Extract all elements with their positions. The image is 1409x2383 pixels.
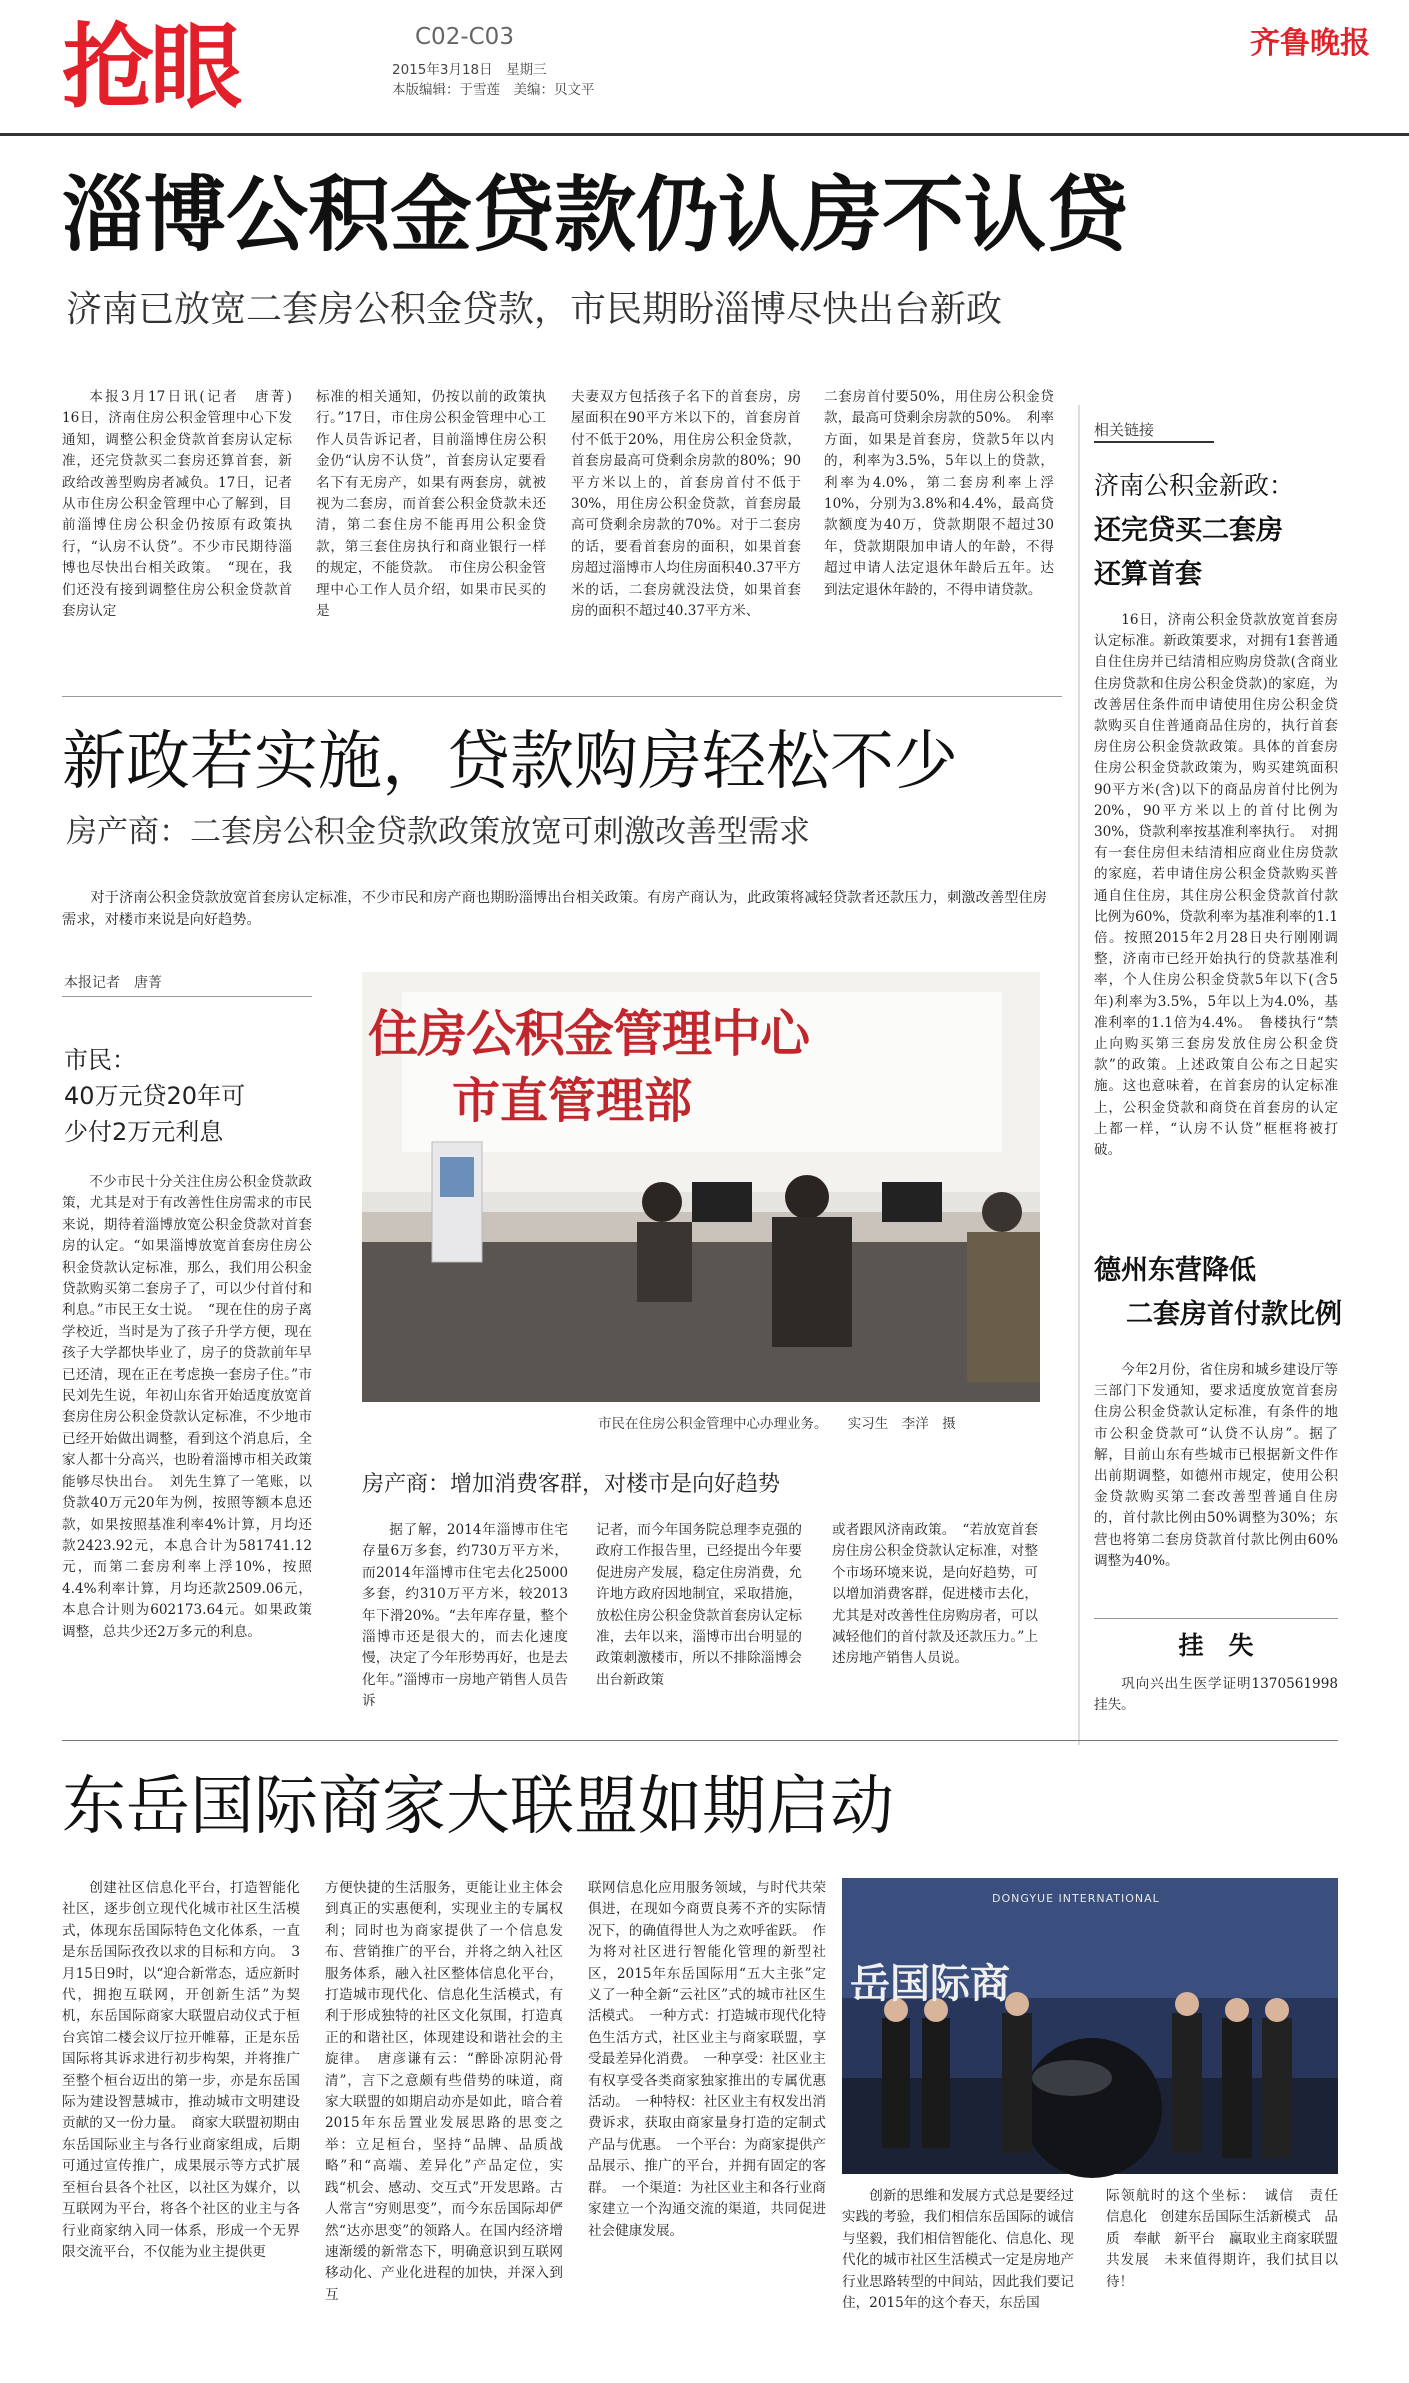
story3-col-1: 创建社区信息化平台，打造智能化社区，逐步创立现代化城市社区生活模式，体现东岳国际特色文化体系，一直是东岳国际孜孜以求的目标和方向。 3月15日9时，以“迎合新常态，适应新时代，拥抱互联网，开创新生活”为契机，东岳国际商家大联盟启动仪式于桓台宾馆二楼会议厅拉开帷幕，正是东岳国际将其诉求进行初步构架，并将推广至整个桓台迈出的第一步，亦是东岳国际为建设智慧城市，推动城市文明建设贡献的又一份力量。 商家大联盟初期由东岳国际业主与各行业商家组成，后期可通过宣传推广，成果展示等方式扩展至桓台县各个社区，以社区为媒介，以互联网为平台，将各个社区的业主与各行业商家纳入同一体系，形成一个无界限交流平台，不仅能为业主提供更: [62, 1880, 300, 2260]
story1-col-4: 二套房首付要50%，用住房公积金贷款，最高可贷剩余房款的50%。 利率方面，如果是首套房，贷款5年以内的，利率为3.5%，5年以上的贷款，利率为4.0%，第二套房利率上浮10%，分别为3.8%和4.4%，最高贷款额度为40万，贷款期限不超过30年，贷款期限加申请人的年龄，不得超过申请人法定退休年龄后五年。达到法定退休年龄的，不得申请贷款。: [824, 389, 1054, 598]
photo-sign-line1: 住房公积金管理中心: [368, 1005, 809, 1063]
notice-body: 巩向兴出生医学证明1370561998挂失。: [1094, 1676, 1338, 1714]
section2-label: 房产商：增加消费客群，对楼市是向好趋势: [362, 1472, 781, 1497]
sidebar-heading-2-line2: 二套房首付款比例: [1126, 1299, 1342, 1330]
story2-intro: 对于济南公积金贷款放宽首套房认定标准，不少市民和房产商也期盼淄博出台相关政策。有房产商认为，此政策将减轻贷款者还款压力，刺激改善型住房需求，对楼市来说是向好趋势。: [62, 890, 1047, 928]
reporter-rule: [62, 996, 312, 997]
story3-col-3: 联网信息化应用服务领域，与时代共荣俱进，在现如今商贾良莠不齐的实际情况下，的确值得世人为之欢呼雀跃。 作为将对社区进行智能化管理的新型社区，2015年东岳国际用“五大主张”定义了一种全新“云社区”式的城市社区生活模式。 一种方式：打造城市现代化特色生活方式，社区业主与商家联盟，享受最差异化消费。 一种享受：社区业主有权享受各类商家独家推出的专属优惠活动。 一种特权：社区业主有权发出消费诉求，获取由商家量身打造的定制式产品与优惠。 一个平台：为商家提供产品展示、推广的平台，并拥有固定的客群。 一个渠道：为社区业主和各行业商家建立一个沟通交流的渠道，共同促进社会健康发展。: [588, 1880, 826, 2239]
story3-headline: 东岳国际商家大联盟如期启动: [62, 1770, 894, 1844]
sidebar-heading-2-line1: 德州东营降低: [1094, 1255, 1256, 1286]
story1-col-1: 本报3月17日讯(记者 唐菁) 16日，济南住房公积金管理中心下发通知，调整公积金贷款首套房认定标准，还完贷款买二套房还算首套，新政给改善型购房者减负。17日，记者从市住房公积金管理中心了解到，目前淄博住房公积金仍按原有政策执行，“认房不认贷”。不少市民期待淄博也尽快出台相关政策。 “现在，我们还没有接到调整住房公积金贷款首套房认定: [62, 389, 306, 620]
sidebar-body-2: 今年2月份，省住房和城乡建设厅等三部门下发通知，要求适度放宽首套房住房公积金贷款认定标准，有条件的地市公积金贷款可“认贷不认房”。据了解，目前山东有些城市已根据新文件作出前期调整，如德州市规定，使用公积金贷款购买第二套改善型普通自住房的，首付款比例由50%调整为30%；东营也将第二套房贷款首付款比例由60%调整为40%。: [1094, 1362, 1338, 1569]
section1-line3: 少付2万元利息: [64, 1118, 224, 1146]
event-photo-illustration: [842, 1878, 1338, 2174]
section-logo: 抢眼: [62, 14, 239, 121]
story2-body-col-2: 记者，而今年国务院总理李克强的政府工作报告里，已经提出今年要促进房产发展，稳定住房消费，允许地方政府因地制宜，采取措施，放松住房公积金贷款首套房认定标准，去年以来，淄博市出台明显的政策刺激楼市，所以不排除淄博会出台新政策: [596, 1522, 802, 1688]
masthead-rule: [0, 133, 1409, 136]
story2-body-col-3: 或者跟风济南政策。 “若放宽首套房住房公积金贷款认定标准，对整个市场环境来说，是向好趋势，可以增加消费客群，促进楼市去化，尤其是对改善性住房购房者，可以减轻他们的首付款及还款压力。”上述房地产销售人员说。: [832, 1522, 1038, 1667]
event-logo-text: DONGYUE INTERNATIONAL: [992, 1892, 1160, 1905]
editor-line: 本版编辑：于雪莲 美编：贝文平: [392, 82, 595, 98]
story1-col-2: 标准的相关通知，仍按以前的政策执行。”17日，市住房公积金管理中心工作人员告诉记者，目前淄博住房公积金仍“认房不认贷”，首套房认定要看名下有无房产，如果有两套房，就被视为二套房，而首套公积金贷款未还清，第二套住房不能再用公积金贷款，第三套住房执行和商业银行一样的规定，不能贷款。 市住房公积金管理中心工作人员介绍，如果市民买的是: [316, 389, 546, 620]
section1-label: 市民：: [64, 1046, 136, 1074]
story1-subhead: 济南已放宽二套房公积金贷款，市民期盼淄博尽快出台新政: [66, 289, 1003, 330]
story2-reporter: 本报记者 唐菁: [64, 975, 162, 991]
event-banner-text: 岳国际商: [850, 1961, 1010, 2007]
story2-subhead: 房产商：二套房公积金贷款政策放宽可刺激改善型需求: [66, 814, 810, 850]
story1-divider: [62, 696, 1062, 697]
sidebar-heading-1-line3: 还算首套: [1094, 559, 1202, 590]
notice-title: 挂 失: [1178, 1631, 1254, 1660]
story1-col-3: 夫妻双方包括孩子名下的首套房，房屋面积在90平方米以下的，首套房首付不低于20%，用住房公积金贷款，首套房最高可贷剩余房款的80%；90平方米以上的，首套房首付不低于30%，用住房公积金贷款，首套房最高可贷剩余房款的70%。对于二套房的话，要看首套房的面积，如果首套房超过淄博市人均住房面积40.37平方米的话，二套房就没法贷，如果首套房的面积不超过40.37平方米、: [571, 389, 801, 620]
photo-caption: 市民在住房公积金管理中心办理业务。 实习生 李洋 摄: [598, 1416, 956, 1432]
story2-divider: [62, 1740, 1338, 1741]
paper-name: 齐鲁晚报: [1250, 26, 1370, 61]
section1-line2: 40万元贷20年可: [64, 1082, 246, 1110]
story1-headline: 淄博公积金贷款仍认房不认贷: [62, 168, 1129, 263]
notice-top-rule: [1094, 1618, 1338, 1619]
story2-left-col: 不少市民十分关注住房公积金贷款政策，尤其是对于有改善性住房需求的市民来说，期待着淄博放宽公积金贷款对首套房的认定。“如果淄博放宽首套房住房公积金贷款认定标准，那么，我们用公积金贷款购买第二套房子了，可以少付首付和利息。”市民王女士说。 “现在住的房子离学校近，当时是为了孩子升学方便，现在孩子大学都快毕业了，房子的贷款前年早已还清，现在正在考虑换一套房子住。”市民刘先生说，年初山东省开始适度放宽首套房住房公积金贷款认定标准，不少地市已经开始做出调整，看到这个消息后，全家人都十分高兴，也盼着淄博市相关政策能够尽快出台。 刘先生算了一笔账，以贷款40万元20年为例，按照等额本息还款，如果按照基准利率4%计算，月均还款2423.92元，本息合计为581741.12元，而第二套房利率上浮10%，按照4.4%利率计算，月均还款2509.06元，本息合计则为602173.64元。如果政策调整，总共少还2万多元的利息。: [62, 1174, 312, 1640]
page-code: C02-C03: [415, 24, 514, 50]
photo-sign-line2: 市直管理部: [452, 1073, 693, 1129]
sidebar-tag: 相关链接: [1094, 417, 1214, 443]
sidebar-heading-1-line1: 济南公积金新政：: [1094, 471, 1295, 500]
sidebar-divider: [1078, 405, 1080, 1745]
story2-body-col-1: 据了解，2014年淄博市住宅存量6万多套，约730万平方米，而2014年淄博市住宅去化25000多套，约310万平方米，较2013年下滑20%。“去年库存量，整个淄博市还是很大的，而去化速度慢，决定了今年形势再好，也是去化年。”淄博市一房地产销售人员告诉: [362, 1522, 568, 1710]
event-photo: [842, 1878, 1338, 2174]
office-photo: [362, 972, 1040, 1402]
story2-headline: 新政若实施，贷款购房轻松不少: [62, 725, 958, 799]
story3-col-5: 际领航时的这个坐标： 诚信 责任 信息化 创建东岳国际生活新模式 品质 奉献 新平台 赢取业主商家联盟共发展 未来值得期许，我们拭目以待！: [1106, 2188, 1352, 2290]
date-line: 2015年3月18日 星期三: [392, 62, 547, 78]
sidebar-body-1: 16日，济南公积金贷款放宽首套房认定标准。新政策要求，对拥有1套普通自住住房并已结清相应购房贷款(含商业住房贷款和住房公积金贷款)的家庭，为改善居住条件而申请使用住房公积金贷款购买自住普通商品住房的，执行首套房住房公积金贷款政策。具体的首套房住房公积金贷款政策为，购买建筑面积90平方米(含)以下的商品房首付比例为20%，90平方米以上的首付比例为30%，贷款利率按基准利率执行。 对拥有一套住房但未结清相应商业住房贷款的家庭，若申请住房公积金贷款购买普通自住住房，其住房公积金贷款首付款比例为60%，贷款利率为基准利率的1.1倍。按照2015年2月28日央行刚刚调整，济南市已经开始执行的贷款基准利率，个人住房公积金贷款5年以下(含5年)利率为3.5%，5年以上为4.0%，基准利率的1.1倍为4.4%。 鲁楼执行“禁止向购买第三套房发放住房公积金贷款”的政策。上述政策自公布之日起实施。这也意味着，在首套房的认定标准上，公积金贷款和商贷在首套房的认定上都一样，“认房不认贷”框框将被打破。: [1094, 612, 1338, 1159]
story3-col-4: 创新的思维和发展方式总是要经过实践的考验，我们相信东岳国际的诚信与坚毅，我们相信智能化、信息化、现代化的城市社区生活模式一定是房地产行业思路转型的中间站，因此我们要记住，2015年的这个春天，东岳国: [842, 2188, 1074, 2312]
story3-col-2: 方便快捷的生活服务，更能让业主体会到真正的实惠便利，实现业主的专属权利；同时也为商家提供了一个信息发布、营销推广的平台，并将之纳入社区服务体系，融入社区整体信息化平台，打造城市现代化、信息化生活模式，有利于形成独特的社区文化氛围，打造真正的和谐社区，体现建设和谐社会的主旋律。 唐彦谦有云：“醉卧凉阴沁骨清”，言下之意颇有些借势的味道，商家大联盟的如期启动亦是如此，暗合着2015年东岳置业发展思路的思变之举：立足桓台，坚持“品牌、品质战略”和“高端、差异化”产品定位，实践“机会、感动、交互式”开发思路。古人常言“穷则思变”，而今东岳国际却俨然“达亦思变”的领路人。在国内经济增速渐缓的新常态下，明确意识到互联网移动化、产业化进程的加快，并深入到互: [325, 1880, 563, 2303]
sidebar-heading-1-line2: 还完贷买二套房: [1094, 515, 1283, 546]
